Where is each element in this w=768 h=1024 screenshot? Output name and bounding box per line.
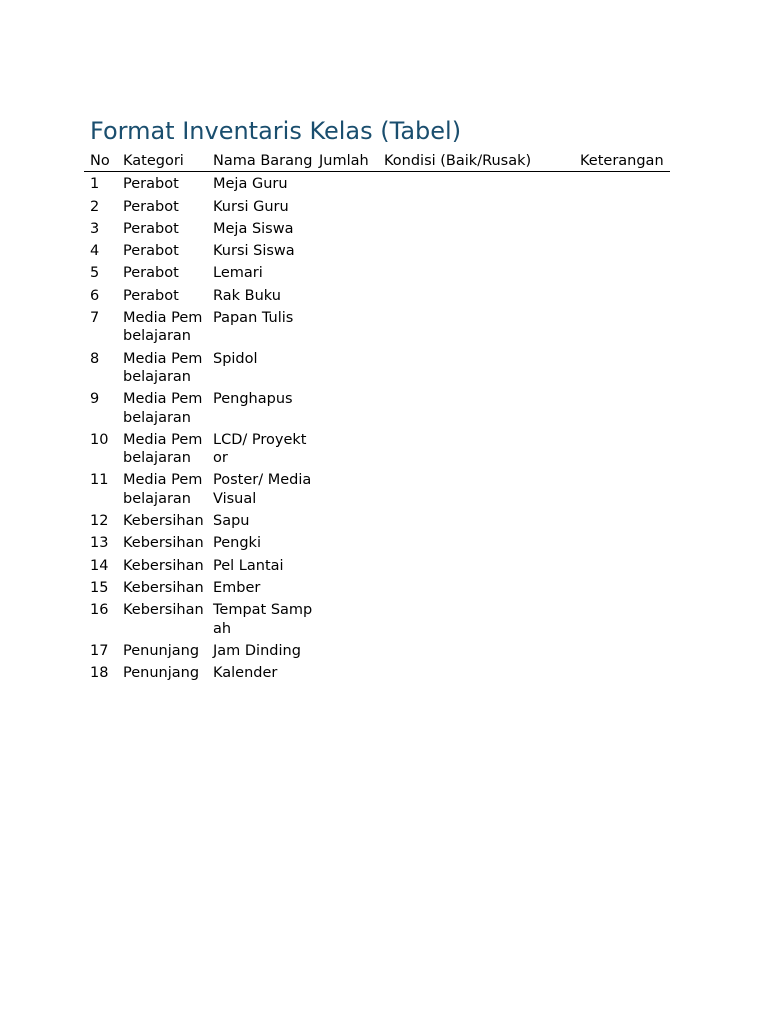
cell-keterangan (574, 662, 670, 684)
cell-no: 9 (90, 391, 100, 408)
cell-keterangan (574, 555, 670, 577)
cell-jumlah (313, 532, 378, 554)
cell-no: 14 (90, 557, 109, 574)
cell-jumlah (313, 429, 378, 470)
cell-kondisi (378, 262, 574, 284)
cell-no: 12 (90, 513, 109, 530)
cell-no: 13 (90, 535, 109, 552)
cell-kategori: Perabot (123, 220, 179, 237)
table-row (84, 555, 670, 577)
cell-jumlah (313, 469, 378, 510)
cell-no: 1 (90, 176, 100, 193)
cell-kategori: Perabot (123, 198, 179, 215)
cell-jumlah (313, 262, 378, 284)
cell-nama-barang: Pengki (213, 535, 261, 552)
cell-keterangan (574, 429, 670, 470)
cell-kategori: Kebersihan (123, 513, 204, 530)
cell-jumlah (313, 599, 378, 640)
cell-keterangan (574, 640, 670, 662)
table-row (84, 240, 670, 262)
cell-keterangan (574, 510, 670, 532)
header-kondisi: Kondisi (Baik/Rusak) (378, 152, 574, 172)
cell-nama-barang: Pel Lantai (213, 557, 284, 574)
cell-no: 16 (90, 602, 109, 619)
cell-keterangan (574, 285, 670, 307)
cell-jumlah (313, 172, 378, 196)
cell-kategori: Kebersihan (123, 602, 204, 619)
cell-keterangan (574, 469, 670, 510)
cell-keterangan (574, 348, 670, 389)
cell-kategori: Media Pembelajaran (123, 310, 203, 345)
cell-jumlah (313, 555, 378, 577)
cell-jumlah (313, 348, 378, 389)
cell-kategori: Perabot (123, 287, 179, 304)
table-row (84, 388, 670, 429)
table-header (84, 152, 670, 172)
table-row (84, 172, 670, 196)
table-row (84, 532, 670, 554)
cell-kondisi (378, 577, 574, 599)
cell-kondisi (378, 469, 574, 510)
cell-keterangan (574, 172, 670, 196)
cell-keterangan (574, 218, 670, 240)
cell-nama-barang: Meja Siswa (213, 220, 294, 237)
header-no: No (84, 152, 117, 172)
cell-kategori: Media Pembelajaran (123, 350, 203, 385)
table-row (84, 640, 670, 662)
cell-keterangan (574, 532, 670, 554)
cell-kategori: Perabot (123, 243, 179, 260)
cell-no: 7 (90, 310, 100, 327)
cell-kondisi (378, 662, 574, 684)
table-row (84, 510, 670, 532)
cell-kategori: Perabot (123, 176, 179, 193)
page-title: Format Inventaris Kelas (Tabel) (90, 117, 462, 145)
cell-no: 5 (90, 265, 100, 282)
cell-keterangan (574, 599, 670, 640)
cell-kondisi (378, 240, 574, 262)
table-row (84, 218, 670, 240)
cell-nama-barang: Kursi Guru (213, 198, 289, 215)
cell-nama-barang: Jam Dinding (213, 642, 301, 659)
cell-kondisi (378, 218, 574, 240)
cell-jumlah (313, 388, 378, 429)
cell-jumlah (313, 285, 378, 307)
cell-no: 4 (90, 243, 100, 260)
cell-jumlah (313, 196, 378, 218)
cell-kondisi (378, 307, 574, 348)
cell-jumlah (313, 577, 378, 599)
table-row (84, 348, 670, 389)
cell-kondisi (378, 640, 574, 662)
table-row (84, 429, 670, 470)
table-row (84, 307, 670, 348)
table-row (84, 469, 670, 510)
cell-no: 17 (90, 642, 109, 659)
cell-no: 18 (90, 665, 109, 682)
cell-nama-barang: Penghapus (213, 391, 293, 408)
cell-no: 10 (90, 431, 109, 448)
cell-kondisi (378, 599, 574, 640)
cell-kondisi (378, 172, 574, 196)
header-nama-barang: Nama Barang (207, 152, 313, 172)
table-row (84, 196, 670, 218)
cell-kondisi (378, 532, 574, 554)
cell-jumlah (313, 240, 378, 262)
cell-nama-barang: Poster/ Media Visual (213, 472, 312, 507)
cell-kategori: Media Pembelajaran (123, 431, 203, 467)
cell-keterangan (574, 262, 670, 284)
cell-nama-barang: Kursi Siswa (213, 243, 295, 260)
cell-jumlah (313, 662, 378, 684)
cell-kategori: Penunjang (123, 642, 200, 659)
cell-kondisi (378, 348, 574, 389)
cell-kategori: Penunjang (123, 665, 200, 682)
cell-kategori: Kebersihan (123, 579, 204, 596)
cell-no: 6 (90, 287, 100, 304)
table-row (84, 262, 670, 284)
cell-kategori: Kebersihan (123, 557, 204, 574)
cell-no: 11 (90, 472, 109, 489)
document-page (84, 114, 672, 684)
cell-keterangan (574, 577, 670, 599)
cell-nama-barang: Ember (213, 579, 261, 596)
cell-kondisi (378, 285, 574, 307)
table-row (84, 662, 670, 684)
cell-nama-barang: Spidol (213, 350, 258, 367)
cell-jumlah (313, 218, 378, 240)
cell-nama-barang: LCD/ Proyektor (213, 431, 307, 467)
cell-kondisi (378, 429, 574, 470)
header-jumlah: Jumlah (313, 152, 378, 172)
cell-keterangan (574, 240, 670, 262)
cell-nama-barang: Lemari (213, 265, 263, 282)
cell-kondisi (378, 196, 574, 218)
cell-no: 15 (90, 579, 109, 596)
cell-kategori: Perabot (123, 265, 179, 282)
cell-no: 3 (90, 220, 100, 237)
cell-nama-barang: Papan Tulis (213, 310, 294, 327)
cell-no: 2 (90, 198, 100, 215)
cell-kategori: Kebersihan (123, 535, 204, 552)
cell-kondisi (378, 555, 574, 577)
header-kategori: Kategori (117, 152, 207, 172)
cell-jumlah (313, 640, 378, 662)
table-row (84, 285, 670, 307)
cell-kategori: Media Pembelajaran (123, 391, 203, 426)
cell-no: 8 (90, 350, 100, 367)
table-body (84, 172, 670, 685)
cell-kondisi (378, 388, 574, 429)
header-row (84, 152, 670, 172)
cell-nama-barang: Meja Guru (213, 176, 288, 193)
cell-keterangan (574, 196, 670, 218)
inventory-table (84, 152, 670, 684)
cell-nama-barang: Rak Buku (213, 287, 281, 304)
cell-kategori: Media Pembelajaran (123, 472, 203, 507)
cell-jumlah (313, 510, 378, 532)
cell-kondisi (378, 510, 574, 532)
header-keterangan: Keterangan (574, 152, 670, 172)
cell-nama-barang: Tempat Sampah (213, 602, 313, 637)
cell-keterangan (574, 307, 670, 348)
cell-keterangan (574, 388, 670, 429)
table-row (84, 599, 670, 640)
cell-nama-barang: Sapu (213, 513, 250, 530)
table-row (84, 577, 670, 599)
cell-nama-barang: Kalender (213, 665, 278, 682)
cell-jumlah (313, 307, 378, 348)
